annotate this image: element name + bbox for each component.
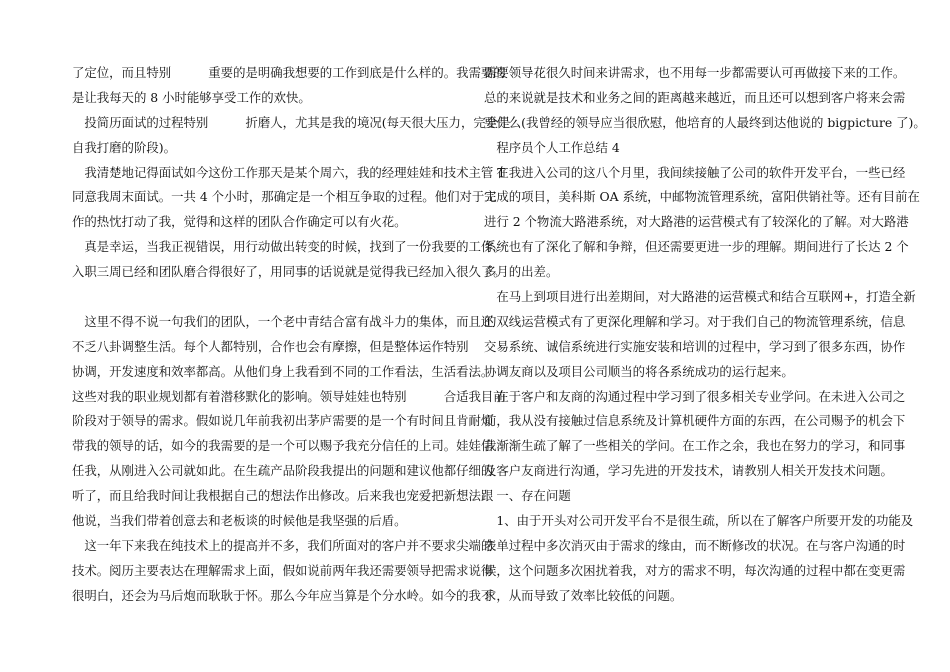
left-text-column (72, 61, 511, 609)
right-text-line: 候，这个问题多次困扰着我，对方的需求不明，每次沟通的过程中都在变更需 (484, 562, 906, 578)
right-text-line: 我渐渐生疏了解了一些相关的学问。在工作之余，我也在努力的学习，和同事 (484, 438, 906, 454)
right-text-line: 总的来说就是技术和业务之间的距离越来越近，而且还可以想到客户将来会需 (484, 89, 906, 105)
right-text-line: 系统也有了深化了解和争辩，但还需要更进一步的理解。期间进行了长达 2 个 (484, 239, 909, 255)
right-text-line: 协调友商以及项目公司顺当的将各系统成功的运行起来。 (484, 363, 794, 379)
right-text-line: 及客户友商进行沟通，学习先进的开发技术，请教别人相关开发技术问题。 (484, 463, 893, 479)
left-text-line: 听了，而且给我时间让我根据自己的想法作出修改。后来我也宠爱把新想法跟 (72, 488, 494, 504)
left-text-line: 技术。阅历主要表达在理解需求上面，假如说前两年我还需要领导把需求说得 (72, 562, 494, 578)
left-text-line: 同意我周末面试。一共 4 个小时，那确定是一个相互争取的过程。他们对于工 (72, 189, 497, 205)
right-text-line: 完成的项目，美科斯 OA 系统，中邮物流管理系统，富阳供销社等。还有目前在 (484, 189, 920, 205)
left-text-line (72, 285, 464, 310)
left-text-line: 作的热忱打动了我，觉得和这样的团队合作确定可以有火花。 (72, 214, 407, 230)
left-text-line: 投简历面试的过程特别 折磨人，尤其是我的境况(每天很大压力，完全是 (72, 114, 511, 130)
right-text-line: 在于客户和友商的沟通过程中学习到了很多相关专业学问。在未进入公司之 (484, 388, 906, 404)
left-text-line: 阶段对于领导的需求。假如说几年前我初出茅庐需要的是一个有时间且肯耐烦 (72, 413, 494, 429)
right-text-line: 1、由于开头对公司开发平台不是很生疏，所以在了解客户所要开发的功能及 (484, 513, 914, 529)
left-text-line: 很明白，还会为马后炮而耿耿于怀。那么今年应当算是个分水岭。如今的我不 (72, 587, 494, 603)
right-text-line: 交易系统、诚信系统进行实施安装和培训的过程中，学习到了很多东西，协作 (484, 338, 906, 354)
right-text-line: 的双线运营模式有了更深化理解和学习。对于我们自己的物流管理系统，信息 (484, 313, 906, 329)
right-text-line: 程序员个人工作总结 4 (484, 139, 620, 155)
left-text-line: 我清楚地记得面试如今这份工作那天是某个周六，我的经理娃娃和技术主管 T (72, 164, 506, 180)
right-text-line: 要什么(我曾经的领导应当很欣慰，他培育的人最终到达他说的 bigpicture 了)。 (484, 114, 926, 130)
right-text-line: 表单过程中多次消灭由于需求的缘由，而不断修改的状况。在与客户沟通的时 (484, 537, 906, 553)
right-text-line: 在我进入公司的这八个月里，我间续接触了公司的软件开发平台，一些已经 (484, 164, 906, 180)
left-text-line: 真是幸运，当我正视错误，用行动做出转变的时候，找到了一份我要的工作。 (72, 239, 506, 255)
left-text-line: 不乏八卦调整生活。每个人都特别，合作也会有摩擦，但是整体运作特别 (72, 338, 469, 354)
right-text-column (484, 61, 926, 609)
right-text-line: 一、存在问题 (484, 488, 571, 504)
left-text-line: 协调，开发速度和效率都高。从他们身上我看到不同的工作看法，生活看法。 (72, 363, 494, 379)
left-text-line: 带我的领导的话，如今的我需要的是一个可以赐予我充分信任的上司。娃娃信 (72, 438, 494, 454)
left-text-line: 这里不得不说一句我们的团队，一个老中青结合富有战斗力的集体，而且还 (72, 313, 494, 329)
right-text-line: 前，我从没有接触过信息系统及计算机硬件方面的东西，在公司赐予的机会下 (484, 413, 906, 429)
left-text-line: 这些对我的职业规划都有着潜移默化的影响。领导娃娃也特别 合适我目前 (72, 388, 506, 404)
left-text-line: 任我，从刚进入公司就如此。在生疏产品阶段我提出的问题和建议他都仔细的 (72, 463, 494, 479)
right-text-line: 进行 2 个物流大路港系统，对大路港的运营模式有了较深化的了解。对大路港 (484, 214, 909, 230)
right-text-line: 求，从而导致了效率比较低的问题。 (484, 587, 683, 603)
left-text-line: 了定位，而且特别 重要的是明确我想要的工作到底是什么样的。我需要的 (72, 65, 506, 80)
left-text-line: 自我打磨的阶段)。 (72, 139, 176, 155)
right-text-line: 需要领导花很久时间来讲需求，也不用每一步都需要认可再做接下来的工作。 (484, 65, 906, 80)
left-text-line: 入职三周已经和团队磨合得很好了，用同事的话说就是觉得我已经加入很久了。 (72, 264, 506, 280)
left-text-line: 是让我每天的 8 小时能够享受工作的欢快。 (72, 89, 311, 105)
right-text-line: 多月的出差。 (484, 264, 559, 280)
left-text-line: 这一年下来我在纯技术上的提高并不多，我们所面对的客户并不要求尖端的 (72, 537, 494, 553)
right-text-line: 在马上到项目进行出差期间，对大路港的运营模式和结合互联网+，打造全新 (484, 289, 916, 305)
left-text-line: 他说，当我们带着创意去和老板谈的时候他是我坚强的后盾。 (72, 513, 407, 529)
